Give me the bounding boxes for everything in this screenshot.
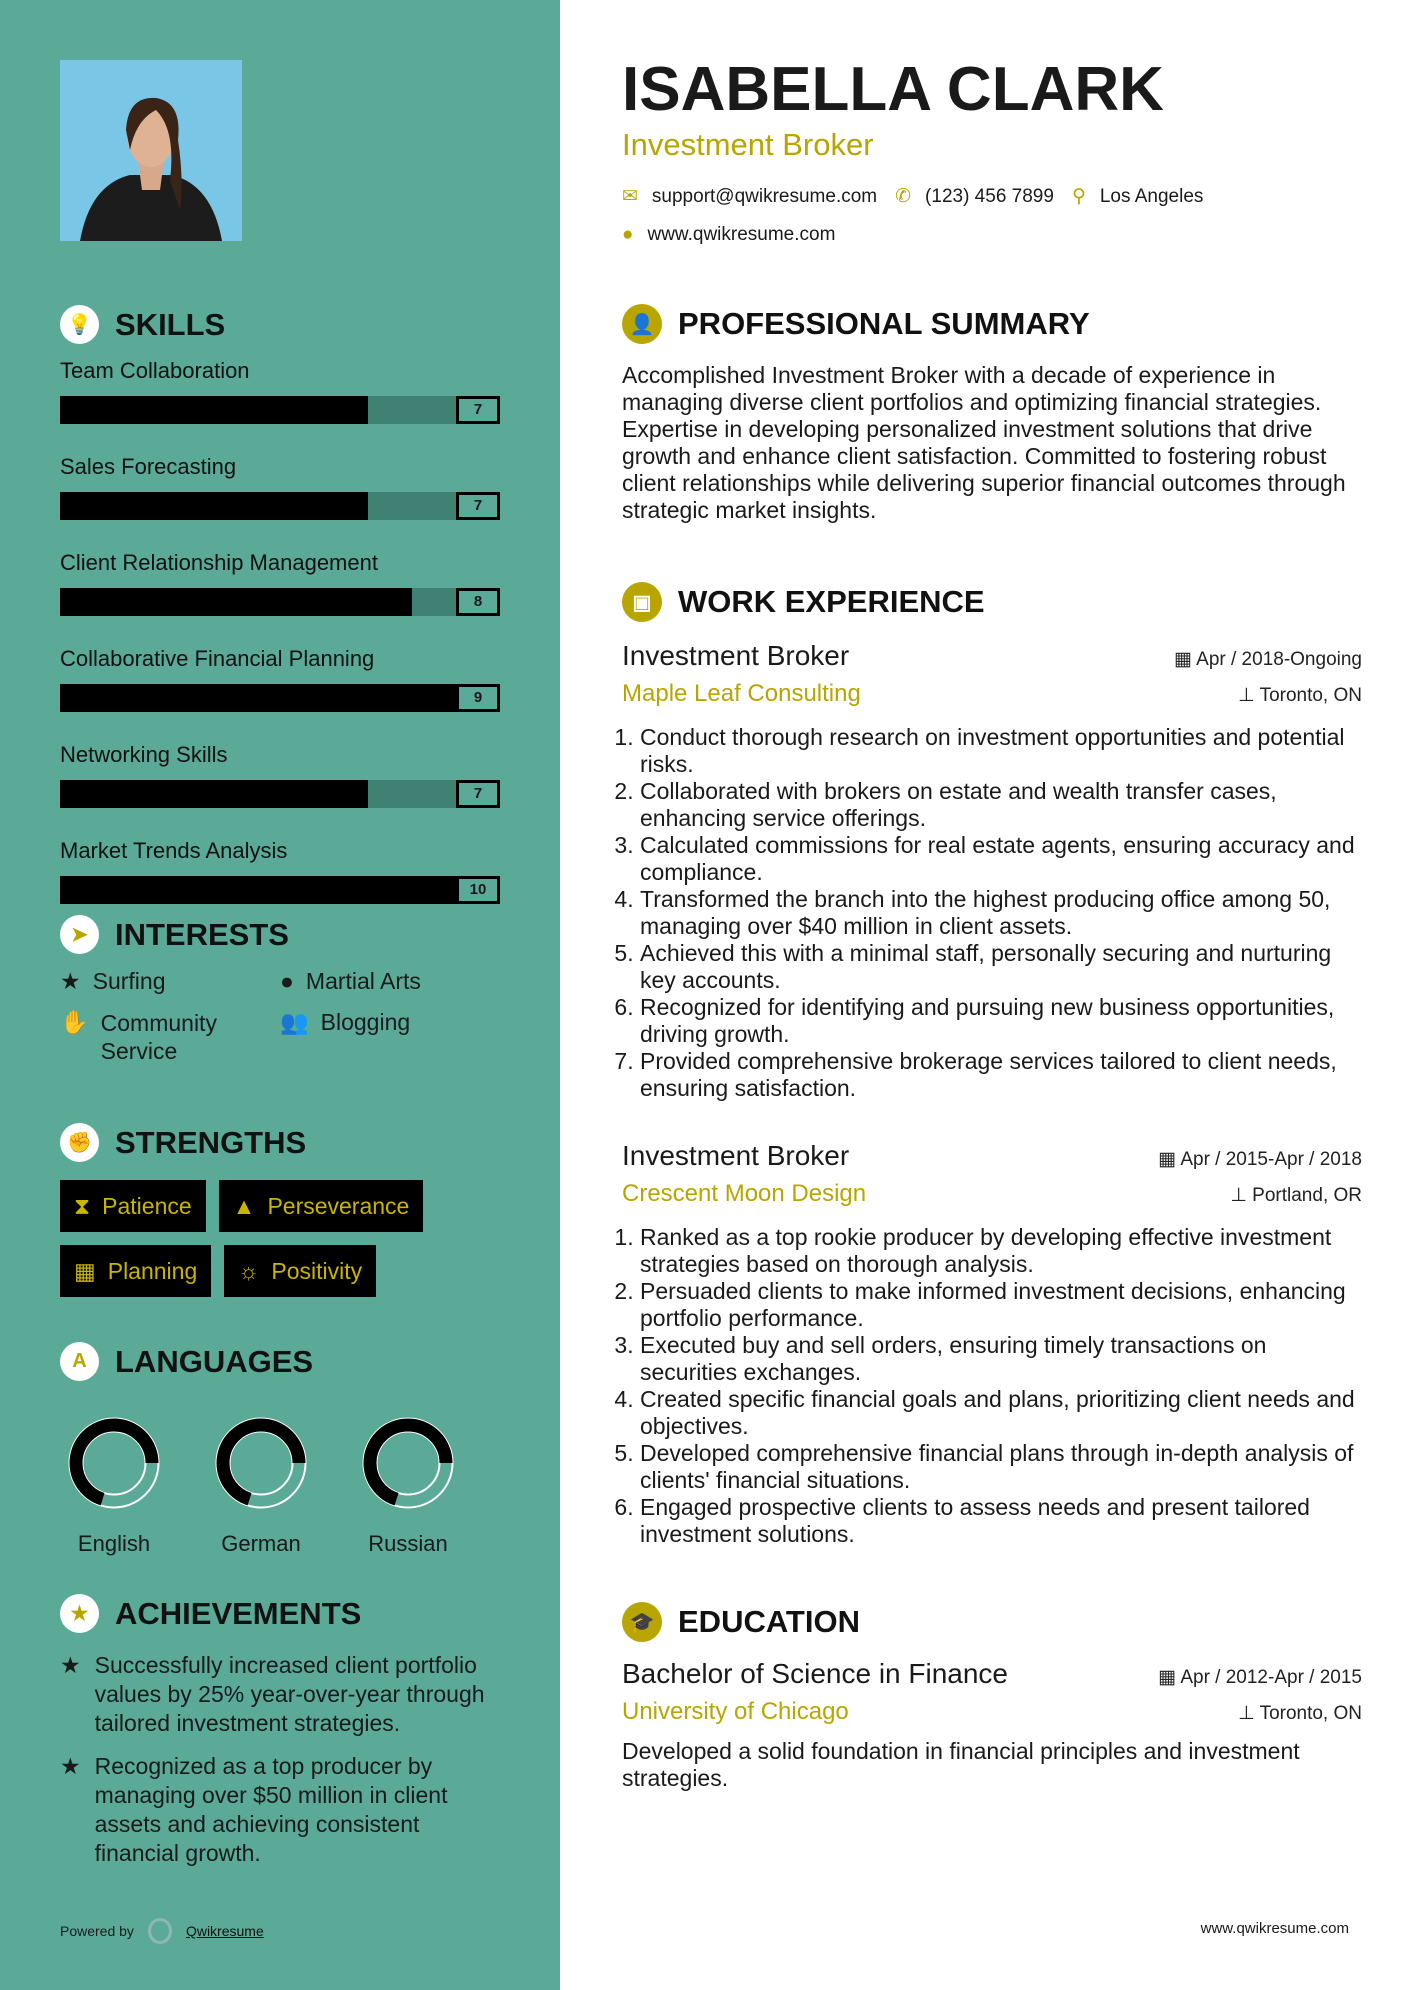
job-title: Investment Broker: [622, 1140, 850, 1171]
skills-section: [60, 305, 500, 934]
trophy-star-icon: ★: [60, 1652, 81, 1678]
calendar-icon: ▦: [1173, 649, 1197, 670]
degree: Bachelor of Science in Finance: [622, 1658, 1008, 1689]
skill-bar: [60, 780, 500, 808]
pin-icon: ⊥: [1238, 685, 1260, 706]
skill-value: 7: [456, 396, 500, 424]
interests-section: ➤ INTERESTS ★ Surfing ● Martial Arts ✋ Community Service 👥 Blogging: [60, 915, 480, 1065]
translate-icon: A: [60, 1342, 99, 1381]
language-label: Russian: [368, 1531, 448, 1556]
skills-heading: 💡 SKILLS: [60, 305, 500, 344]
calendar-icon: ▦: [1158, 1149, 1181, 1170]
skill-bar-fill: [60, 876, 500, 904]
job-bullets: [622, 1224, 1362, 1548]
skill-value: 8: [456, 588, 500, 616]
job-bullet: 7. Provided comprehensive brokerage services tailored to client needs, ensuring satisfaction.: [640, 1048, 1362, 1102]
skill-bar-fill: [60, 396, 368, 424]
skill-value: 10: [456, 876, 500, 904]
users-icon: 👥: [280, 1009, 309, 1035]
job-bullet: 2. Collaborated with brokers on estate and wealth transfer cases, enhancing service offerings.: [640, 778, 1362, 832]
job-bullet: 1. Ranked as a top rookie producer by developing effective investment strategies based on thorough analysis.: [640, 1224, 1362, 1278]
strength-badge: ☼ Positivity: [224, 1245, 376, 1297]
skill-bar: [60, 396, 500, 424]
skill-label: Collaborative Financial Planning: [60, 646, 375, 671]
globe-icon: ●: [622, 224, 634, 245]
road-icon: ▲: [232, 1192, 256, 1219]
candidate-name: ISABELLA CLARK: [622, 55, 1164, 124]
skill-item: [60, 550, 500, 616]
achievements-section: ★ ACHIEVEMENTS ★ Successfully increased client portfolio values by 25% year-over-year through tailored investment strategies. ★ Recognized as a top producer by managing over $50 million in client assets and achieving consistent financial growth.: [60, 1594, 500, 1882]
strength-badge: ▦ Planning: [60, 1245, 211, 1297]
education-text: Developed a solid foundation in financial principles and investment strategies.: [622, 1738, 1300, 1791]
interest-item: 👥 Blogging: [280, 1009, 411, 1035]
interest-item: ★ Surfing: [60, 968, 166, 994]
trophy-star-icon: ★: [60, 1753, 81, 1779]
paper-plane-icon: ➤: [60, 915, 99, 954]
language-donut: [68, 1417, 160, 1509]
skill-bar: [60, 684, 500, 712]
school: University of Chicago: [622, 1698, 849, 1725]
job-bullet: 2. Persuaded clients to make informed investment decisions, enhancing portfolio performance.: [640, 1278, 1362, 1332]
star-badge-icon: ★: [60, 1594, 99, 1633]
job-bullet: 6. Recognized for identifying and pursuing new business opportunities, driving growth.: [640, 994, 1362, 1048]
job-bullet: 4. Transformed the branch into the highest producing office among 50, managing over $40 million in client assets.: [640, 886, 1362, 940]
summary-section: 👤 PROFESSIONAL SUMMARY Accomplished Investment Broker with a decade of experience in managing diverse client portfolios and optimizing financial strategies. Expertise in developing personalized investment solutions that drive growth and enhance client satisfaction. Committed to fostering robust client relationships while delivering superior financial outcomes through strategic market insights.: [622, 304, 1362, 524]
job-bullet: 6. Engaged prospective clients to assess needs and present tailored investment solutions.: [640, 1494, 1362, 1548]
email[interactable]: support@qwikresume.com: [651, 185, 878, 207]
job-bullet: 1. Conduct thorough research on investment opportunities and potential risks.: [640, 724, 1362, 778]
envelope-icon: ✉: [622, 186, 638, 207]
summary-text: Accomplished Investment Broker with a decade of experience in managing diverse client portfolios and optimizing financial strategies. Expertise in developing personalized investment solutions that drive growth and enhance client satisfaction. Committed to fostering robust client relationships while delivering superior financial outcomes through strategic market insights.: [622, 362, 1346, 523]
qwikresume-logo-icon: [148, 1918, 172, 1944]
sun-icon: ☼: [238, 1257, 260, 1284]
skill-label: Market Trends Analysis: [60, 838, 288, 863]
phone: (123) 456 7899: [925, 185, 1054, 207]
briefcase-icon: ▣: [622, 582, 662, 622]
education-section: 🎓 EDUCATION Bachelor of Science in Finance ▦ Apr / 2012-Apr / 2015 University of Chicago ⊥ Toronto, ON Developed a solid foundation in financial principles and investment strategies.: [622, 1604, 1362, 1791]
skill-bar: [60, 492, 500, 520]
company: Crescent Moon Design: [622, 1180, 867, 1207]
lightbulb-icon: 💡: [60, 305, 99, 344]
job-entry: Investment Broker ▦ Apr / 2015-Apr / 2018 Crescent Moon Design ⊥ Portland, OR 1. Ranked as a top rookie producer by developing effective investment strategies based on thorough analysis. 2. Persuaded clients to make informed investment decisions, enhancing portfolio performance. 3. Executed buy and sell orders, ensuring timely transactions on securities exchanges. 4. Created specific financial goals and plans, prioritizing client needs and objectives. 5. Developed comprehensive financial plans through in-depth analysis of clients' financial situations. 6. Engaged prospective clients to assess needs and present tailored investment solutions.: [622, 1140, 1362, 1548]
qwikresume-link[interactable]: Qwikresume: [185, 1923, 264, 1939]
language-item: [215, 1417, 307, 1557]
achievement-item: ★ Recognized as a top producer by managing over $50 million in client assets and achieving consistent financial growth.: [60, 1753, 448, 1866]
language-donut: [362, 1417, 454, 1509]
work-section: ▣ WORK EXPERIENCE Investment Broker ▦ Apr / 2018-Ongoing Maple Leaf Consulting ⊥ Toronto, ON 1. Conduct thorough research on investment opportunities and potential risks. 2. Collaborated with brokers on estate and wealth transfer cases, enhancing service offerings. 3. Calculated commissions for real estate agents, ensuring accuracy and compliance. 4. Transformed the branch into the highest producing office among 50, managing over $40 million in client assets. 5. Achieved this with a minimal staff, personally securing and nurturing key accounts. 6. Recognized for identifying and pursuing new business opportunities, driving growth. 7. Provided comprehensive brokerage services tailored to client needs, ensuring satisfaction. Investment Broker ▦ Apr / 2015-Apr / 2018 Crescent Moon Design ⊥ Portland, OR 1. Ranked as a top rookie producer by developing effective investment strategies based on thorough analysis. 2. Persuaded clients to make informed investment decisions, enhancing portfolio performance. 3. Executed buy and sell orders, ensuring timely transactions on securities exchanges. 4. Created specific financial goals and plans, prioritizing client needs and objectives. 5. Developed comprehensive financial plans through in-depth analysis of clients' financial situations. 6. Engaged prospective clients to assess needs and present tailored investment solutions.: [622, 582, 1362, 1548]
strength-badge: ▲ Perseverance: [219, 1180, 424, 1232]
skill-value: 9: [456, 684, 500, 712]
skill-bar-fill: [60, 492, 368, 520]
hand-icon: ✋: [60, 1009, 89, 1035]
language-item: [362, 1417, 454, 1557]
job-bullet: 5. Achieved this with a minimal staff, personally securing and nurturing key accounts.: [640, 940, 1362, 994]
job-bullet: 3. Executed buy and sell orders, ensuring timely transactions on securities exchanges.: [640, 1332, 1362, 1386]
job-title: Investment Broker: [622, 640, 850, 671]
location: Los Angeles: [1099, 185, 1204, 207]
language-label: English: [77, 1531, 151, 1556]
skill-label: Team Collaboration: [60, 358, 250, 383]
calendar-icon: ▦: [74, 1257, 96, 1284]
website[interactable]: www.qwikresume.com: [647, 224, 836, 245]
skill-item: [60, 454, 500, 520]
languages-section: A LANGUAGES English German Russian: [60, 1342, 454, 1557]
fist-icon: ✊: [60, 1123, 99, 1162]
powered-by: Powered by Qwikresume: [60, 1918, 264, 1944]
job-title: Investment Broker: [622, 127, 874, 162]
interest-item: ✋ Community Service: [60, 1009, 217, 1064]
calendar-icon: ▦: [1158, 1667, 1181, 1688]
graduation-icon: 🎓: [622, 1602, 662, 1642]
skill-item: [60, 646, 500, 712]
strength-badge: ⧗ Patience: [60, 1180, 206, 1232]
skill-label: Sales Forecasting: [60, 454, 237, 479]
hourglass-icon: ⧗: [74, 1192, 91, 1219]
phone-icon: ✆: [895, 186, 912, 207]
pin-icon: ⊥: [1238, 1703, 1260, 1724]
job-bullet: 3. Calculated commissions for real estate agents, ensuring accuracy and compliance.: [640, 832, 1362, 886]
interest-item: ● Martial Arts: [280, 968, 421, 994]
skill-bar: [60, 876, 500, 904]
skill-bar-fill: [60, 780, 368, 808]
achievement-item: ★ Successfully increased client portfolio values by 25% year-over-year through tailored investment strategies.: [60, 1652, 485, 1736]
globe-icon: ●: [280, 968, 294, 994]
skill-bar-fill: [60, 588, 412, 616]
footer-website[interactable]: www.qwikresume.com: [1200, 1920, 1349, 1937]
pin-icon: ⊥: [1230, 1185, 1253, 1206]
star-icon: ★: [60, 968, 81, 994]
skill-label: Client Relationship Management: [60, 550, 378, 575]
language-item: [68, 1417, 160, 1557]
skill-value: 7: [456, 492, 500, 520]
job-bullets: [622, 724, 1362, 1102]
job-entry: Investment Broker ▦ Apr / 2018-Ongoing Maple Leaf Consulting ⊥ Toronto, ON 1. Conduct thorough research on investment opportunities and potential risks. 2. Collaborated with brokers on estate and wealth transfer cases, enhancing service offerings. 3. Calculated commissions for real estate agents, ensuring accuracy and compliance. 4. Transformed the branch into the highest producing office among 50, managing over $40 million in client assets. 5. Achieved this with a minimal staff, personally securing and nurturing key accounts. 6. Recognized for identifying and pursuing new business opportunities, driving growth. 7. Provided comprehensive brokerage services tailored to client needs, ensuring satisfaction.: [622, 640, 1362, 1102]
strengths-section: ✊ STRENGTHS ⧗ Patience ▲ Perseverance ▦ Planning ☼ Positivity: [60, 1123, 530, 1310]
map-pin-icon: ⚲: [1071, 186, 1086, 207]
skill-item: [60, 358, 500, 424]
job-bullet: 5. Developed comprehensive financial plans through in-depth analysis of clients' financial situations.: [640, 1440, 1362, 1494]
skill-label: Networking Skills: [60, 742, 228, 767]
job-bullet: 4. Created specific financial goals and plans, prioritizing client needs and objectives.: [640, 1386, 1362, 1440]
language-label: German: [221, 1531, 301, 1556]
language-donut: [215, 1417, 307, 1509]
skill-value: 7: [456, 780, 500, 808]
skill-bar: [60, 588, 500, 616]
user-icon: 👤: [622, 304, 662, 344]
profile-photo: [60, 60, 242, 241]
skill-item: [60, 838, 500, 904]
skill-item: [60, 742, 500, 808]
company: Maple Leaf Consulting: [622, 680, 861, 707]
skill-bar-fill: [60, 684, 456, 712]
